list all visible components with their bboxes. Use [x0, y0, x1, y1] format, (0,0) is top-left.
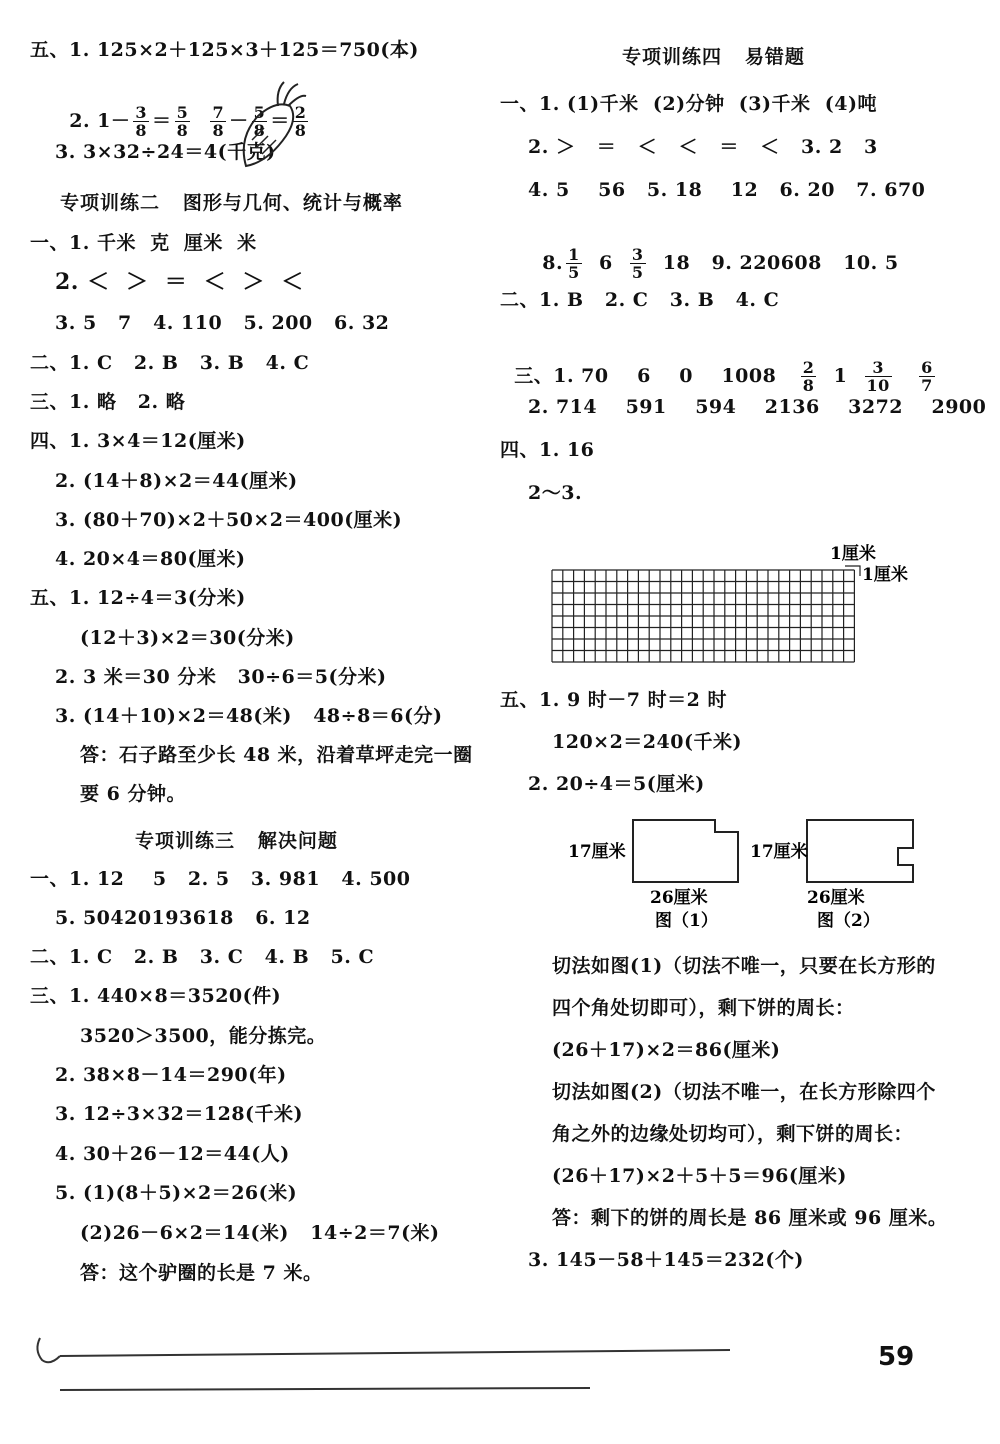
- answer-line: 5. (1)(8＋5)×2＝26(米): [55, 1182, 298, 1204]
- answer-line: 4. 30＋26－12＝44(人): [55, 1143, 290, 1165]
- answer-line: 二、1. C 2. B 3. B 4. C: [30, 352, 310, 374]
- answer-line: 4. 5 56 5. 18 12 6. 20 7. 670: [528, 179, 926, 201]
- fig1-bottom-label: 26厘米: [650, 888, 708, 908]
- answer-line: 答：石子路至少长 48 米，沿着草坪走完一圈: [80, 744, 473, 766]
- answer-line: 3. 5 7 4. 110 5. 200 6. 32: [55, 312, 390, 334]
- fig1-side-label: 17厘米: [568, 842, 626, 862]
- answer-line: 角之外的边缘处切均可），剩下饼的周长：: [552, 1123, 914, 1145]
- answer-line: (26＋17)×2＝86(厘米): [552, 1039, 781, 1061]
- answer-line: 2. 714 591 594 2136 3272 2900: [528, 396, 987, 418]
- answer-line: 2. ＞ ＝ ＜ ＜ ＝ ＜ 3. 2 3: [528, 136, 878, 158]
- fraction: $\frac{5}{8}$: [176, 103, 189, 140]
- grid-figure: [540, 540, 920, 670]
- section-heading: 专项训练四 易错题: [622, 46, 805, 68]
- answer-line: (12＋3)×2＝30(分米): [80, 627, 295, 649]
- answer-line: (26＋17)×2＋5＋5＝96(厘米): [552, 1165, 847, 1187]
- answer-line: 五、1. 125×2＋125×3＋125＝750(本): [30, 39, 419, 61]
- answer-line: 2. 20÷4＝5(厘米): [528, 773, 705, 795]
- fraction: $\frac{3}{8}$: [135, 103, 148, 140]
- answer-line: 三、1. 440×8＝3520(件): [30, 985, 282, 1007]
- cut-figure-2: [745, 810, 945, 935]
- answer-line: 2. ＜ ＞ ＝ ＜ ＞ ＜: [55, 269, 304, 295]
- grid-label-top: 1厘米: [830, 544, 876, 564]
- answer-line: 四、1. 3×4＝12(厘米): [30, 430, 246, 452]
- answer-line: 二、1. C 2. B 3. C 4. B 5. C: [30, 946, 375, 968]
- answer-line: 120×2＝240(千米): [552, 731, 742, 753]
- answer-line: 3. 145－58＋145＝232(个): [528, 1249, 804, 1271]
- fraction-answer-line: [500, 335, 938, 394]
- answer-line: 一、1. 千米 克 厘米 米: [30, 232, 257, 254]
- fraction: $\frac{3}{5}$: [631, 245, 644, 282]
- answer-line: (2)26－6×2＝14(米) 14÷2＝7(米): [80, 1222, 440, 1244]
- answer-line: 5. 50420193618 6. 12: [55, 907, 311, 929]
- answer-line: 要 6 分钟。: [80, 783, 186, 805]
- fig1-caption: 图（1）: [655, 911, 718, 931]
- answer-line: 2. 3 米＝30 分米 30÷6＝5(分米): [55, 666, 387, 688]
- fraction: $\frac{2}{8}$: [294, 103, 307, 140]
- answer-line: 三、1. 略 2. 略: [30, 391, 186, 413]
- answer-line: 2～3.: [528, 482, 583, 504]
- fig2-caption: 图（2）: [817, 911, 880, 931]
- answer-line: 3. (14＋10)×2＝48(米) 48÷8＝6(分): [55, 705, 443, 727]
- footer-decoration: [30, 1330, 730, 1410]
- carrot-decoration-icon: [228, 78, 308, 178]
- fraction: $\frac{6}{7}$: [921, 358, 933, 395]
- answer-line: 一、1. (1)千米 (2)分钟 (3)千米 (4)吨: [500, 93, 877, 115]
- answer-line: 一、1. 12 5 2. 5 3. 981 4. 500: [30, 868, 411, 890]
- operator: ＝: [270, 109, 290, 132]
- answer-line: 3. (80＋70)×2＋50×2＝400(厘米): [55, 509, 403, 531]
- section-heading: 专项训练二 图形与几何、统计与概率: [60, 192, 403, 214]
- page-number: 59: [878, 1342, 915, 1372]
- fraction: $\frac{3}{10}$: [866, 358, 890, 395]
- fig2-side-label: 17厘米: [750, 842, 808, 862]
- answer-line: 四个角处切即可），剩下饼的周长：: [552, 997, 855, 1019]
- answer-line: 3. 12÷3×32＝128(千米): [55, 1103, 304, 1125]
- answer-line: 2. (14＋8)×2＝44(厘米): [55, 470, 298, 492]
- fraction-answer-line: [528, 222, 899, 281]
- item-number: 8.: [542, 251, 564, 274]
- answer-line: 4. 20×4＝80(厘米): [55, 548, 246, 570]
- answer-values: 三、1. 70 6 0 1008: [514, 364, 777, 387]
- answer-value: 6: [598, 251, 613, 274]
- answer-line: 切法如图(1)（切法不唯一，只要在长方形的: [552, 955, 936, 977]
- answer-line: 五、1. 9 时－7 时＝2 时: [500, 689, 727, 711]
- answer-line: 切法如图(2)（切法不唯一，在长方形除四个: [552, 1081, 936, 1103]
- answer-value: 18 9. 220608 10. 5: [662, 251, 899, 274]
- operator: －: [229, 109, 249, 132]
- answer-line: 3. 3×32÷24＝4(千克): [55, 141, 276, 163]
- fraction: $\frac{5}{8}$: [253, 103, 266, 140]
- answer-line: 答：剩下的饼的周长是 86 厘米或 96 厘米。: [552, 1207, 948, 1229]
- answer-line: 2. 38×8－14＝290(年): [55, 1064, 287, 1086]
- answer-line: 五、1. 12÷4＝3(分米): [30, 587, 246, 609]
- fraction: $\frac{1}{5}$: [568, 245, 580, 282]
- answer-value: 1: [833, 364, 848, 387]
- operator: ＝: [152, 109, 172, 132]
- fraction: $\frac{7}{8}$: [212, 103, 225, 140]
- grid-label-side: 1厘米: [862, 565, 908, 585]
- fig2-bottom-label: 26厘米: [807, 888, 865, 908]
- line-prefix: 2. 1－: [69, 109, 131, 132]
- fraction: $\frac{2}{8}$: [802, 358, 815, 395]
- section-heading: 专项训练三 解决问题: [135, 830, 338, 852]
- cut-figure-1: [560, 810, 760, 935]
- answer-line: 3520＞3500，能分拣完。: [80, 1025, 327, 1047]
- answer-line: 答：这个驴圈的长是 7 米。: [80, 1262, 323, 1284]
- answer-line: 二、1. B 2. C 3. B 4. C: [500, 289, 780, 311]
- answer-line: 四、1. 16: [500, 439, 595, 461]
